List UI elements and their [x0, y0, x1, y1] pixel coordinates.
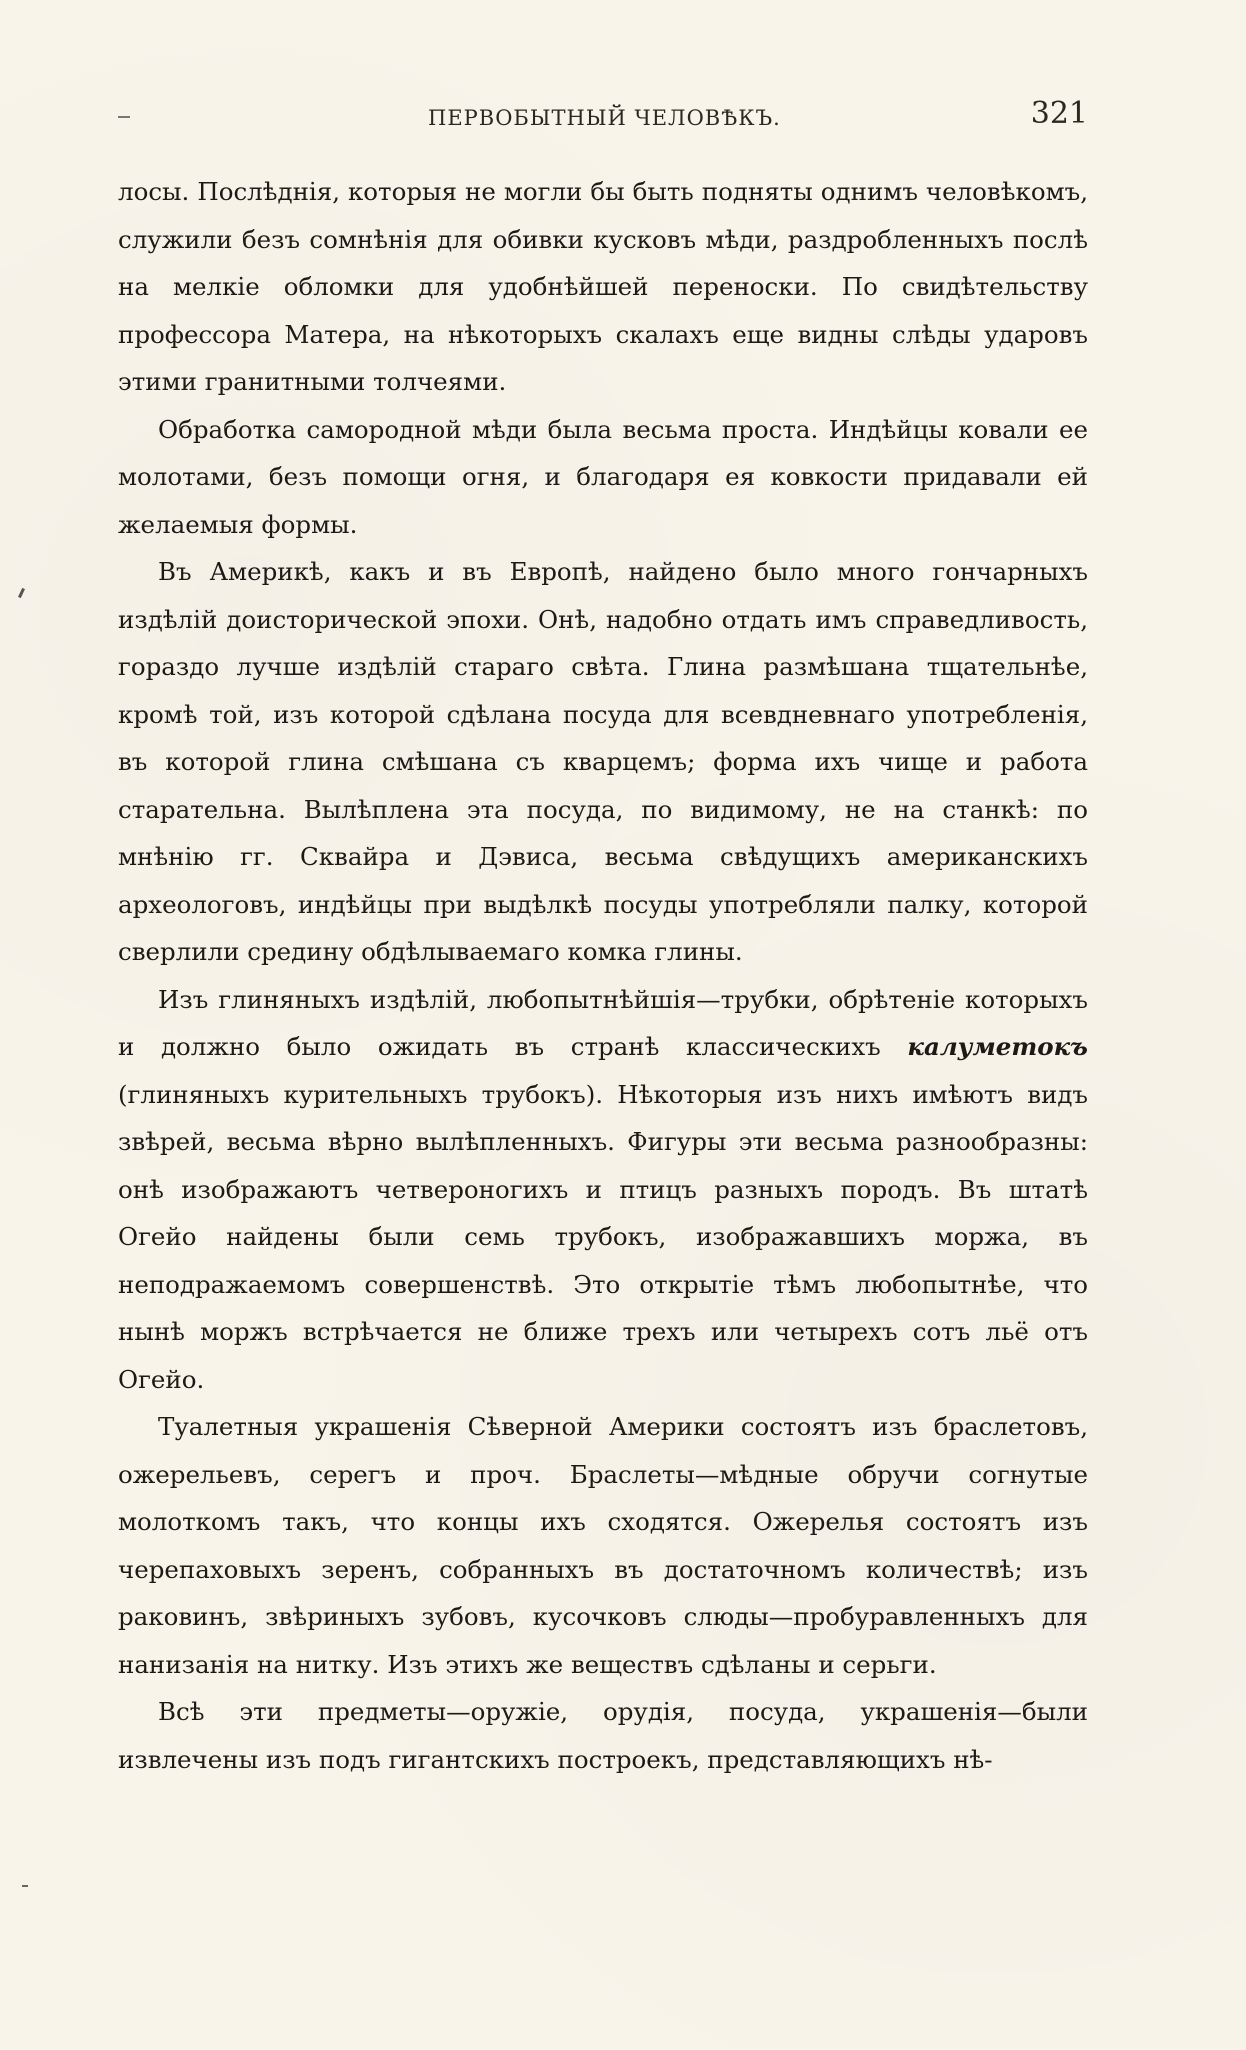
running-title: ПЕРВОБЫТНЫЙ ЧЕЛОВѢКЪ.	[428, 106, 781, 130]
margin-ink-mark	[22, 1885, 28, 1887]
paragraph: Всѣ эти предметы—оружіе, орудія, посуда, украшенія—были извлечены изъ подъ гигантскихъ построекъ, представляющихъ нѣ-	[118, 1697, 1088, 1774]
page-body	[118, 168, 1088, 1783]
page-number: 321	[1030, 96, 1088, 131]
paragraph-text: (глиняныхъ курительныхъ трубокъ). Нѣкоторыя изъ нихъ имѣютъ видъ звѣрей, весьма вѣрно вылѣпленныхъ. Фигуры эти весьма разнообразны: онѣ изображаютъ четвероногихъ и птицъ разныхъ породъ. Въ штатѣ Огейо найдены были семь трубокъ, изображавшихъ моржа, въ неподражаемомъ совершенствѣ. Это открытіе тѣмъ любопытнѣе, что нынѣ моржъ встрѣчается не ближе трехъ или четырехъ сотъ льё отъ Огейо.	[118, 1079, 1088, 1394]
margin-ink-mark	[18, 588, 25, 598]
paragraph-text: Изъ глиняныхъ издѣлій, любопытнѣйшія—трубки, обрѣтеніе которыхъ и должно было ожидать въ странѣ классическихъ	[118, 984, 1088, 1061]
paragraph: Въ Америкѣ, какъ и въ Европѣ, найдено было много гончарныхъ издѣлій доисторической эпохи. Онѣ, надобно отдать имъ справедливость, гораздо лучше издѣлій стараго свѣта. Глина размѣшана тщательнѣе, кромѣ той, изъ которой сдѣлана посуда для всевдневнаго употребленія, въ которой глина смѣшана съ кварцемъ; форма ихъ чище и работа старательна. Вылѣплена эта посуда, по видимому, не на станкѣ: по мнѣнію гг. Сквайра и Дэвиса, весьма свѣдущихъ американскихъ археологовъ, индѣйцы при выдѣлкѣ посуды употребляли палку, которой сверлили средину обдѣлываемаго комка глины.	[118, 557, 1088, 966]
header-dash	[118, 116, 130, 118]
paragraph	[118, 976, 1088, 1404]
paragraph: лосы. Послѣднія, которыя не могли бы быть подняты однимъ человѣкомъ, служили безъ сомнѣнія для обивки кусковъ мѣди, раздробленныхъ послѣ на мелкіе обломки для удобнѣйшей переноски. По свидѣтельству профессора Матера, на нѣкоторыхъ скалахъ еще видны слѣды ударовъ этими гранитными толчеями.	[118, 177, 1088, 396]
paragraph: Туалетныя украшенія Сѣверной Америки состоятъ изъ браслетовъ, ожерельевъ, серегъ и проч. Браслеты—мѣдные обручи согнутые молоткомъ такъ, что концы ихъ сходятся. Ожерелья состоятъ изъ черепаховыхъ зеренъ, собранныхъ въ достаточномъ количествѣ; изъ раковинъ, звѣриныхъ зубовъ, кусочковъ слюды—пробуравленныхъ для нанизанія на нитку. Изъ этихъ же веществъ сдѣланы и серьги.	[118, 1412, 1088, 1679]
page-header	[118, 96, 1088, 136]
italic-term: калуметокъ	[907, 1032, 1088, 1061]
paragraph: Обработка самородной мѣди была весьма проста. Индѣйцы ковали ее молотами, безъ помощи огня, и благодаря ея ковкости придавали ей желаемыя формы.	[118, 414, 1088, 539]
